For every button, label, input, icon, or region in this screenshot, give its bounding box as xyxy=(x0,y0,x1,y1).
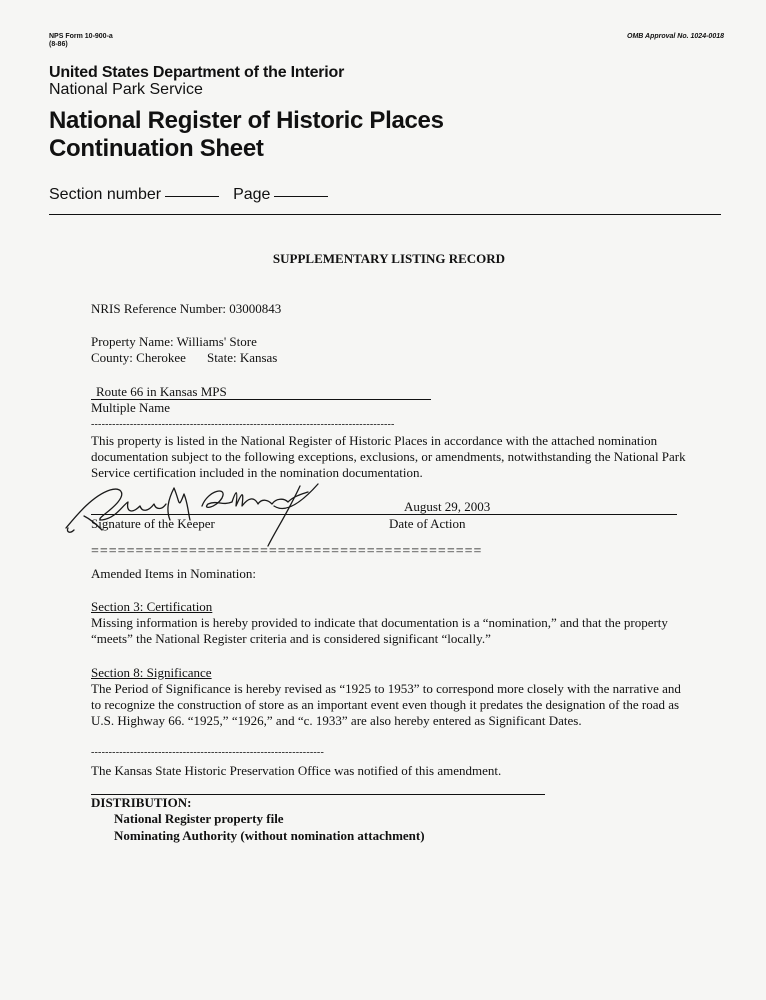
mps-name: Route 66 in Kansas MPS xyxy=(96,384,227,399)
county: County: Cherokee xyxy=(91,350,186,365)
notification-text: The Kansas State Historic Preservation Office was notified of this amendment. xyxy=(91,763,502,778)
separator-end: ------------------------------------------------------------------ xyxy=(91,747,324,758)
form-title-line2: Continuation Sheet xyxy=(49,135,264,162)
section-number-label: Section number xyxy=(49,186,162,203)
omb-approval: OMB Approval No. 1024-0018 xyxy=(627,33,724,40)
signature-line xyxy=(91,514,677,515)
distribution-label: DISTRIBUTION: xyxy=(91,795,192,810)
department-name: United States Department of the Interior xyxy=(49,64,345,81)
distribution-item: Nominating Authority (without nomination attachment) xyxy=(114,828,425,843)
form-number xyxy=(49,33,113,49)
section8-heading: Section 8: Significance xyxy=(91,665,212,680)
keeper-signature xyxy=(62,476,332,546)
section3-text: Missing information is hereby provided to indicate that documentation is a “nomination,” and that the property “meets” the National Register criteria and is considered significant “locally.” xyxy=(91,615,668,646)
section-page-line xyxy=(49,186,328,204)
county-state-line xyxy=(91,350,277,366)
distribution-item: National Register property file xyxy=(114,811,284,826)
action-date: August 29, 2003 xyxy=(404,499,491,514)
form-date-text: (8-86) xyxy=(49,41,68,48)
form-title xyxy=(49,107,444,163)
form-title-line1: National Register of Historic Places xyxy=(49,107,444,134)
section3-heading: Section 3: Certification xyxy=(91,599,213,614)
section8-text: The Period of Significance is hereby revised as “1925 to 1953” to correspond more closely with the narrative and to recognize the construction of store as an important event even though it predates the designation of the road as U.S. Highway 66. “1925,” “1926,” and “c. 1933” are also hereby entered as Significant Dates. xyxy=(91,681,681,728)
property-name: Property Name: Williams' Store xyxy=(91,334,257,349)
agency-name: National Park Service xyxy=(49,81,203,98)
header-divider xyxy=(49,214,721,215)
amended-items-label: Amended Items in Nomination: xyxy=(91,566,257,581)
page-number-blank xyxy=(274,196,328,197)
separator-double: ============================================ xyxy=(91,544,483,559)
separator-top: -------------------------------------------------------------------------------------- xyxy=(91,419,395,430)
state: State: Kansas xyxy=(206,350,278,365)
date-label: Date of Action xyxy=(389,516,466,531)
nris-reference: NRIS Reference Number: 03000843 xyxy=(91,301,282,316)
signature-label: Signature of the Keeper xyxy=(91,516,215,531)
listing-statement: This property is listed in the National Register of Historic Places in accordance with the attached nomination documentation subject to the following exceptions, exclusions, or amendments, notwithstanding the National Park Service certification included in the nomination documentation. xyxy=(91,433,686,480)
section-number-blank xyxy=(165,196,219,197)
record-title: SUPPLEMENTARY LISTING RECORD xyxy=(272,251,506,266)
page-label: Page xyxy=(233,186,271,203)
multiple-name-label: Multiple Name xyxy=(91,400,171,415)
form-number-text: NPS Form 10-900-a xyxy=(49,33,113,40)
